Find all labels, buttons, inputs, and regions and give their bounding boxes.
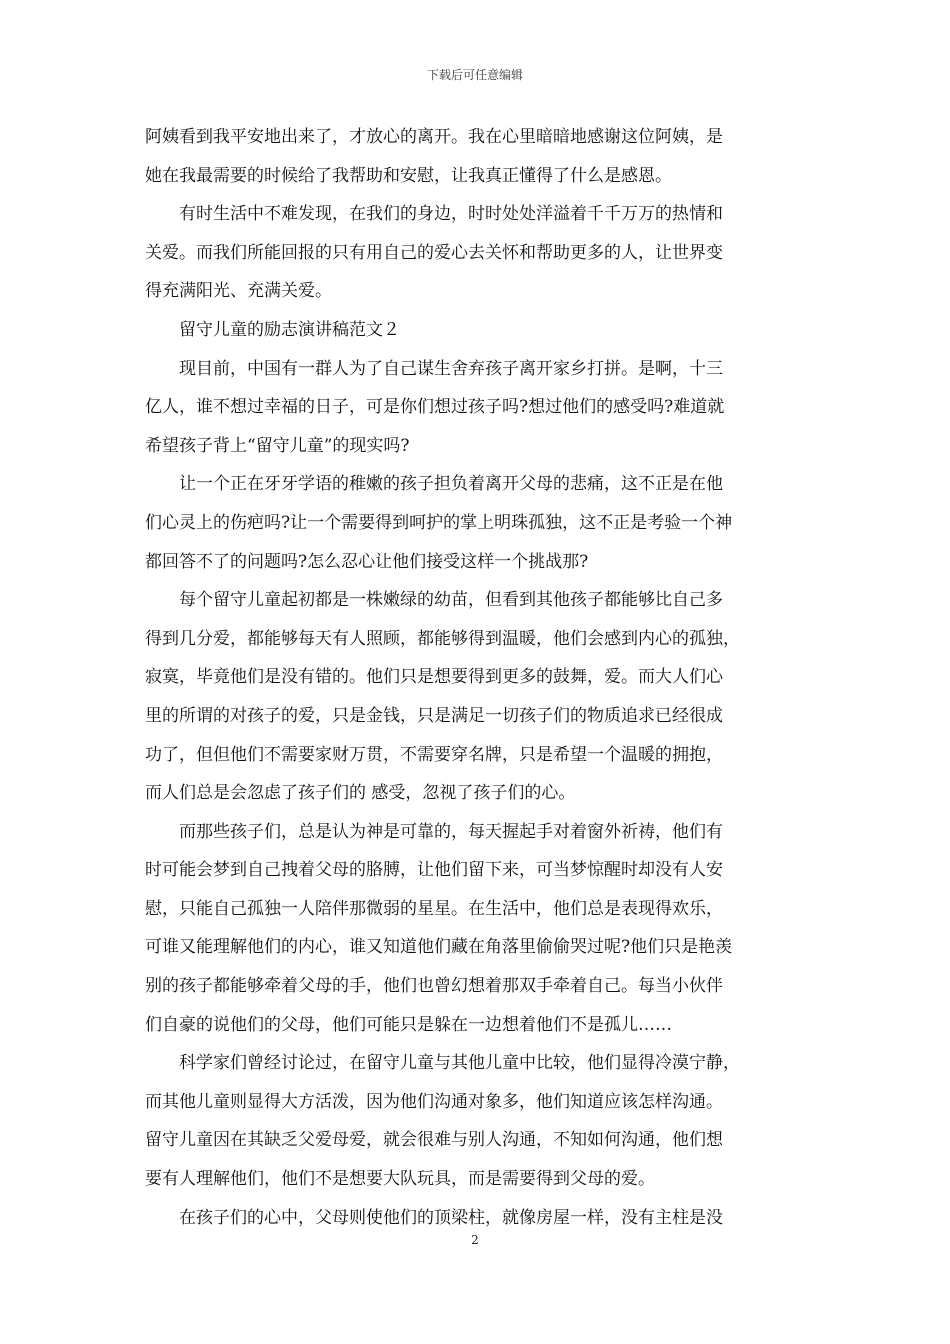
text-line: 科学家们曾经讨论过，在留守儿童与其他儿童中比较，他们显得冷漠宁静， [179, 1053, 740, 1074]
text-line: 别的孩子都能够牵着父母的手，他们也曾幻想着那双手牵着自己。每当小伙伴 [145, 976, 723, 997]
text-line: 慰，只能自己孤独一人陪伴那微弱的星星。在生活中，他们总是表现得欢乐， [145, 898, 723, 919]
text-line: 时可能会梦到自己拽着父母的胳膊，让他们留下来，可当梦惊醒时却没有人安 [145, 860, 723, 881]
text-line: 她在我最需要的时候给了我帮助和安慰，让我真正懂得了什么是感恩。 [145, 165, 672, 186]
text-line: 留守儿童因在其缺乏父爱母爱，就会很难与别人沟通，不知如何沟通，他们想 [145, 1130, 723, 1151]
text-line: 每个留守儿童起初都是一株嫩绿的幼苗，但看到其他孩子都能够比自己多 [179, 590, 723, 611]
text-line: 们自豪的说他们的父母，他们可能只是躲在一边想着他们不是孤儿…… [145, 1014, 672, 1035]
text-line: 们心灵上的伤疤吗?让一个需要得到呵护的掌上明珠孤独，这不正是考验一个神 [145, 512, 733, 533]
text-line: 得到几分爱，都能够每天有人照顾，都能够得到温暖，他们会感到内心的孤独， [145, 628, 740, 649]
page-number: 2 [471, 1233, 479, 1247]
document-body [145, 118, 810, 1237]
text-line: 得充满阳光、充满关爱。 [145, 281, 332, 302]
text-line: 关爱。而我们所能回报的只有用自己的爱心去关怀和帮助更多的人，让世界变 [145, 242, 723, 263]
text-line: 留守儿童的励志演讲稿范文２ [179, 319, 400, 340]
text-line: 亿人，谁不想过幸福的日子，可是你们想过孩子吗?想过他们的感受吗?难道就 [145, 397, 725, 418]
text-line: 里的所谓的对孩子的爱，只是金钱，只是满足一切孩子们的物质追求已经很成 [145, 705, 723, 726]
text-line: 让一个正在牙牙学语的稚嫩的孩子担负着离开父母的悲痛，这不正是在他 [179, 474, 723, 495]
text-line: 现目前，中国有一群人为了自己谋生舍弃孩子离开家乡打拼。是啊，十三 [179, 358, 723, 379]
text-line: 而那些孩子们，总是认为神是可靠的，每天握起手对着窗外祈祷，他们有 [179, 821, 723, 842]
text-line: 功了，但但他们不需要家财万贯，不需要穿名牌，只是希望一个温暖的拥抱， [145, 744, 723, 765]
text-line: 而其他儿童则显得大方活泼，因为他们沟通对象多，他们知道应该怎样沟通。 [145, 1091, 723, 1112]
text-line: 阿姨看到我平安地出来了，才放心的离开。我在心里暗暗地感谢这位阿姨，是 [145, 127, 723, 147]
text-line: 有时生活中不难发现，在我们的身边，时时处处洋溢着千千万万的热情和 [179, 204, 723, 225]
text-line: 寂寞，毕竟他们是没有错的。他们只是想要得到更多的鼓舞，爱。而大人们心 [145, 667, 723, 688]
text-line: 在孩子们的心中，父母则使他们的顶梁柱，就像房屋一样，没有主柱是没 [179, 1207, 723, 1228]
page-header: 下载后可任意编辑 [426, 68, 523, 82]
text-line: 都回答不了的问题吗?怎么忍心让他们接受这样一个挑战那? [145, 551, 589, 572]
text-line: 可谁又能理解他们的内心，谁又知道他们藏在角落里偷偷哭过呢?他们只是艳羡 [145, 937, 733, 958]
text-line: 而人们总是会忽虑了孩子们的 感受，忽视了孩子们的心。 [145, 783, 576, 804]
text-line: 希望孩子背上“留守儿童”的现实吗? [145, 435, 410, 456]
text-line: 要有人理解他们，他们不是想要大队玩具，而是需要得到父母的爱。 [145, 1169, 655, 1190]
